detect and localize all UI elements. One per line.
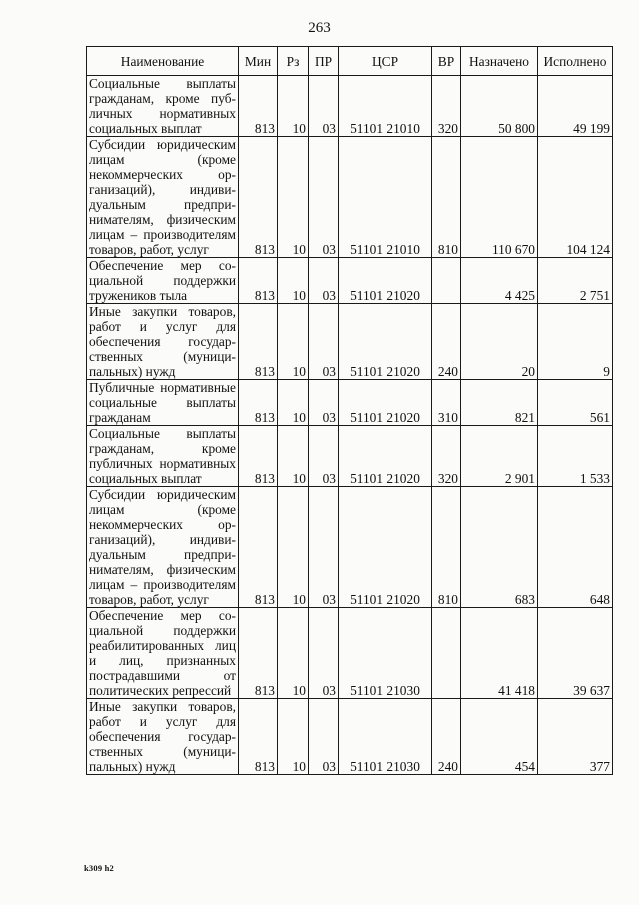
cell-name: Публичные нормативные социальные выплаты гражданам	[87, 380, 239, 426]
cell-min: 813	[239, 699, 278, 775]
cell-pr: 03	[309, 487, 339, 608]
cell-name: Социальные выплаты гражданам, кроме публичных нормативных социальных выплат	[87, 76, 239, 137]
cell-csr: 51101 21010	[339, 76, 432, 137]
header-vr: ВР	[432, 47, 461, 76]
cell-csr: 51101 21020	[339, 426, 432, 487]
table-row	[87, 137, 613, 258]
cell-name: Обеспечение мер социальной поддержки реабилитированных лиц и лиц, признанных пострадавшими от политических репрессий	[87, 608, 239, 699]
cell-vr: 320	[432, 426, 461, 487]
cell-vr: 240	[432, 304, 461, 380]
cell-name: Субсидии юридическим лицам (кроме некоммерческих организаций), индивидуальным предпринимателям, физическим лицам – производителям товаров, работ, услуг	[87, 487, 239, 608]
cell-min: 813	[239, 258, 278, 304]
table-row	[87, 258, 613, 304]
cell-name: Субсидии юридическим лицам (кроме некоммерческих организаций), индивидуальным предпринимателям, физическим лицам – производителям товаров, работ, услуг	[87, 137, 239, 258]
table-row	[87, 380, 613, 426]
cell-csr: 51101 21030	[339, 608, 432, 699]
cell-pr: 03	[309, 76, 339, 137]
cell-pr: 03	[309, 699, 339, 775]
cell-assigned: 41 418	[461, 608, 538, 699]
budget-table	[86, 46, 613, 775]
cell-pr: 03	[309, 426, 339, 487]
cell-assigned: 2 901	[461, 426, 538, 487]
cell-name: Иные закупки товаров, работ и услуг для обеспечения государственных (муниципальных) нужд	[87, 699, 239, 775]
cell-pr: 03	[309, 137, 339, 258]
cell-vr	[432, 608, 461, 699]
table-row	[87, 76, 613, 137]
cell-min: 813	[239, 137, 278, 258]
cell-min: 813	[239, 487, 278, 608]
cell-rz: 10	[278, 76, 309, 137]
cell-rz: 10	[278, 304, 309, 380]
cell-rz: 10	[278, 608, 309, 699]
header-assigned: Назначено	[461, 47, 538, 76]
cell-name: Обеспечение мер социальной поддержки тружеников тыла	[87, 258, 239, 304]
cell-executed: 9	[538, 304, 613, 380]
cell-assigned: 821	[461, 380, 538, 426]
footer-code: k309 h2	[84, 863, 114, 873]
cell-min: 813	[239, 76, 278, 137]
cell-vr: 240	[432, 699, 461, 775]
cell-pr: 03	[309, 304, 339, 380]
header-min: Мин	[239, 47, 278, 76]
cell-csr: 51101 21020	[339, 380, 432, 426]
cell-vr: 810	[432, 487, 461, 608]
table-row	[87, 487, 613, 608]
cell-pr: 03	[309, 258, 339, 304]
cell-executed: 377	[538, 699, 613, 775]
cell-assigned: 4 425	[461, 258, 538, 304]
header-pr: ПР	[309, 47, 339, 76]
cell-min: 813	[239, 304, 278, 380]
header-csr: ЦСР	[339, 47, 432, 76]
cell-min: 813	[239, 608, 278, 699]
cell-rz: 10	[278, 380, 309, 426]
cell-min: 813	[239, 426, 278, 487]
cell-pr: 03	[309, 608, 339, 699]
cell-vr: 320	[432, 76, 461, 137]
table-row	[87, 608, 613, 699]
cell-min: 813	[239, 380, 278, 426]
table-row	[87, 304, 613, 380]
header-name: Наименование	[87, 47, 239, 76]
cell-csr: 51101 21020	[339, 304, 432, 380]
table-row	[87, 426, 613, 487]
cell-rz: 10	[278, 137, 309, 258]
cell-csr: 51101 21020	[339, 258, 432, 304]
cell-executed: 2 751	[538, 258, 613, 304]
cell-vr	[432, 258, 461, 304]
cell-executed: 104 124	[538, 137, 613, 258]
cell-csr: 51101 21020	[339, 487, 432, 608]
table-header-row	[87, 47, 613, 76]
cell-executed: 1 533	[538, 426, 613, 487]
cell-name: Социальные выплаты гражданам, кроме публичных нормативных социальных выплат	[87, 426, 239, 487]
cell-executed: 648	[538, 487, 613, 608]
cell-rz: 10	[278, 258, 309, 304]
cell-assigned: 454	[461, 699, 538, 775]
cell-executed: 561	[538, 380, 613, 426]
cell-assigned: 50 800	[461, 76, 538, 137]
cell-vr: 310	[432, 380, 461, 426]
cell-rz: 10	[278, 699, 309, 775]
cell-rz: 10	[278, 487, 309, 608]
cell-executed: 49 199	[538, 76, 613, 137]
header-executed: Исполнено	[538, 47, 613, 76]
page-number: 263	[308, 20, 331, 36]
cell-csr: 51101 21030	[339, 699, 432, 775]
table-row	[87, 699, 613, 775]
cell-vr: 810	[432, 137, 461, 258]
cell-executed: 39 637	[538, 608, 613, 699]
cell-assigned: 20	[461, 304, 538, 380]
header-rz: Рз	[278, 47, 309, 76]
cell-assigned: 110 670	[461, 137, 538, 258]
cell-csr: 51101 21010	[339, 137, 432, 258]
cell-assigned: 683	[461, 487, 538, 608]
cell-pr: 03	[309, 380, 339, 426]
cell-name: Иные закупки товаров, работ и услуг для обеспечения государственных (муниципальных) нужд	[87, 304, 239, 380]
cell-rz: 10	[278, 426, 309, 487]
